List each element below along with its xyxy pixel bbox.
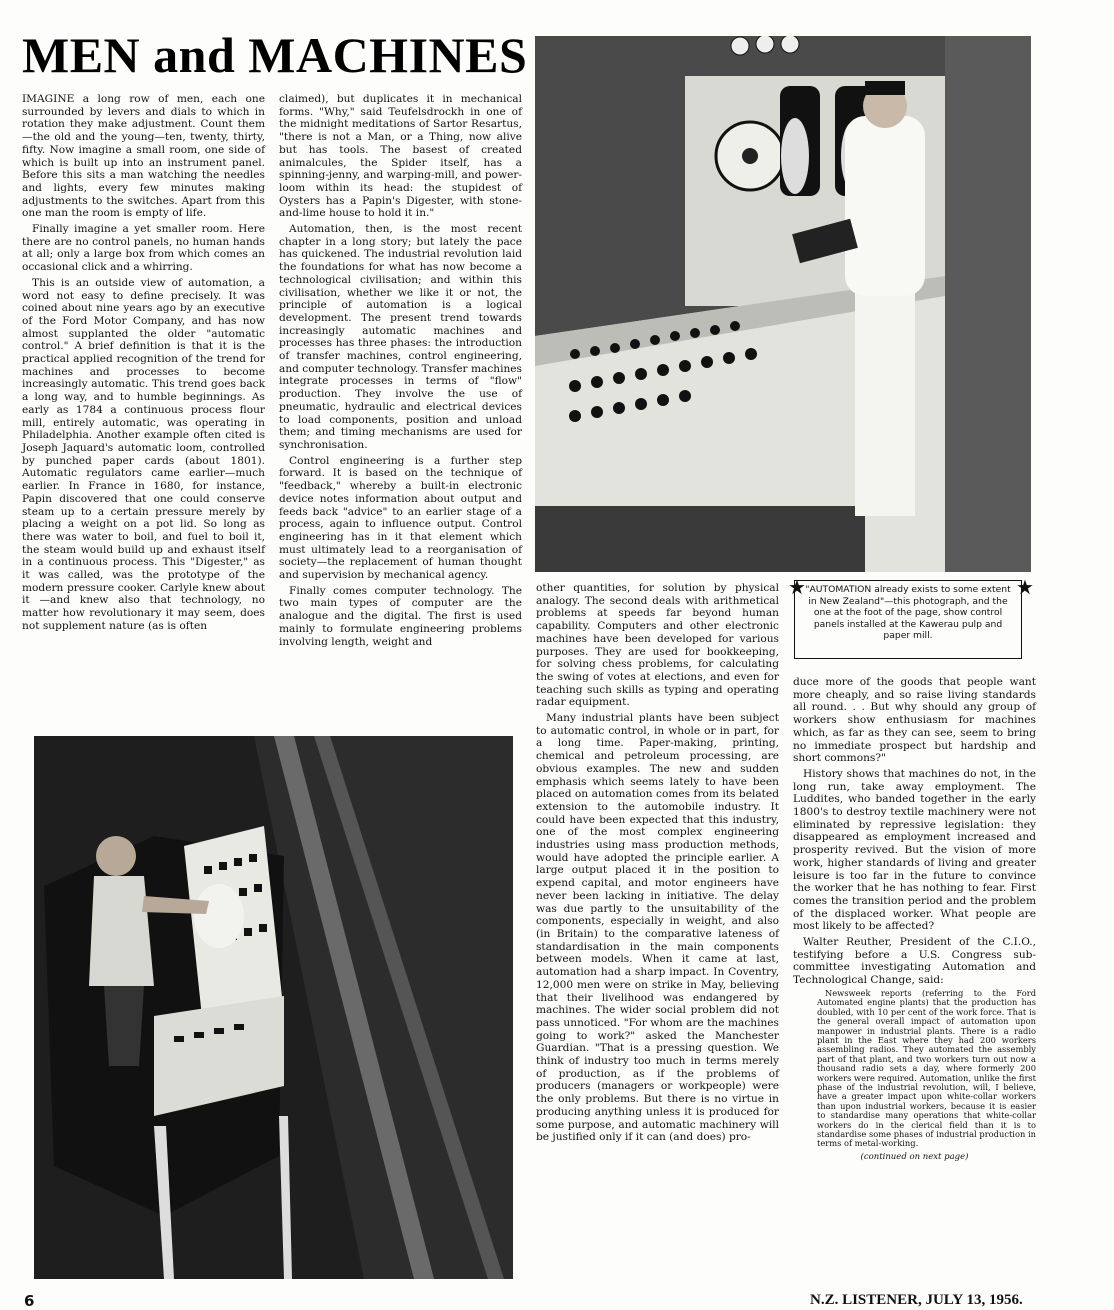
article-column-2 (279, 93, 522, 648)
article-paragraph: Control engineering is a further step forward. It is based on the technique of "feedback," whereby a built-in electronic device notes information about output and feeds back "advice" to an earlier stage of a process, again to influence output. Control engineering has in it that element which must ultimately lead to a reorganisation of society—the replacement of human thought and supervision by mechanical agency. (279, 454, 522, 582)
article-paragraph: History shows that machines do not, in the long run, take away employment. The Luddites, who banded together in the early 1800's to destroy textile machinery were not eliminated by repressive legislation: they disappeared as employment increased and prosperity revived. But the vision of more work, higher standards of living and greater leisure is too far in the future to convince the worker that he has nothing to fear. First comes the transition period and the problem of the displaced worker. What people are most likely to be affected? (793, 767, 1036, 933)
star-icon: ★ (788, 575, 806, 599)
article-paragraph: Walter Reuther, President of the C.I.O., testifying before a U.S. Congress sub-committee investigating Automation and Technological Change, said: (793, 936, 1036, 987)
article-paragraph: Many industrial plants have been subject to automatic control, in whole or in part, for a long time. Paper-making, printing, chemical and petroleum processing, are obvious examples. The new and sudden emphasis which seems lately to have been placed on automation comes from its belated extension to the automobile industry. It could have been expected that this industry, one of the most complex engineering industries using mass production methods, would have adopted the principle earlier. A large output placed it in the position to expend capital, and motor engineers have never been lacking in initiative. The delay was due partly to the unsuitability of the components, especially in weight, and also (in Britain) to the comparative lateness of standardisation in the main components between models. When it came at last, automation had a sharp impact. In Coventry, 12,000 men were on strike in May, believing that their livelihood was endangered by machines. The wider social problem did not pass unnoticed. "For whom are the machines going to work?" asked the Manchester Guardian. "That is a pressing question. We think of industry too much in terms merely of production, as if the problems of producers (managers or workpeople) were the only problems. But there is no virtue in producing anything unless it is produced for some purpose, and automatic machinery will be justified only if it can (and does) pro- (536, 712, 779, 1144)
publication-line: N.Z. LISTENER, JULY 13, 1956. (810, 1292, 1023, 1308)
article-paragraph: This is an outside view of automation, a word not easy to define precisely. It was coined about nine years ago by an executive of the Ford Motor Company, and has now almost supplanted the older "automatic control." A brief definition is that it is the practical applied recognition of the trend for machines and processes to become increasingly automatic. This trend goes back a long way, and to humble beginnings. As early as 1784 a continuous process flour mill, entirely automatic, was operating in Philadelphia. Another example often cited is Joseph Jaquard's automatic loom, controlled by punched paper cards (about 1801). Automatic regulators came earlier—much earlier. In France in 1680, for instance, Papin discovered that one could conserve steam up to a certain pressure merely by placing a weight on a pot lid. So long as there was water to boil, and fuel to boil it, the steam would build up and exhaust itself in a continuous process. This "Digester," as it was called, was the prototype of the modern pressure cooker. Carlyle knew about it —and knew also that technology, no matter how revolutionary it may seem, does not supplement nature (as is often (22, 276, 265, 632)
article-paragraph: other quantities, for solution by physical analogy. The second deals with arithmetical problems at speeds far beyond human capability. Computers and other electronic machines have been developed for various purposes. They are used for bookkeeping, for solving chess problems, for calculating the swing of votes at elections, and even for teaching such skills as typing and operating radar equipment. (536, 582, 779, 709)
continued-note: (continued on next page) (860, 1151, 969, 1162)
article-paragraph: Finally comes computer technology. The two main types of computer are the analogue and the digital. The first is used mainly to formulate engineering problems involving length, weight and (279, 584, 522, 648)
article-paragraph: IMAGINE a long row of men, each one surrounded by levers and dials to which in rotation they make adjustment. Count them—the old and the young—ten, twenty, thirty, fifty. Now imagine a small room, one side of which is built up into an instrument panel. Before this sits a man watching the needles and lights, every few minutes making adjustments to the switches. Apart from this one man the room is empty of life. (22, 93, 265, 220)
photo-caption (794, 580, 1022, 659)
star-icon: ★ (1016, 575, 1034, 599)
control-room-illustration (535, 36, 1031, 572)
article-paragraph: Finally imagine a yet smaller room. Here there are no control panels, no human hands at all; only a large box from which comes an occasional click and a whirring. (22, 223, 265, 274)
page-number: 6 (24, 1292, 35, 1310)
page-title: MEN and MACHINES (22, 27, 528, 83)
article-paragraph: duce more of the goods that people want more cheaply, and so raise living standards all round. . . But why should any group of workers show enthusiasm for machines which, as far as they can see, seem to bring no immediate prospect but hardship and short commons?" (793, 676, 1036, 765)
control-panel-photo-top (535, 36, 1031, 572)
article-column-4 (793, 676, 1036, 1163)
reuther-quote: Newsweek reports (referring to the Ford Automated engine plants) that the production has doubled, with 10 per cent of the work force. That is the general overall impact of automation upon manpower in industrial plants. There is a radio plant in the East where they had 200 workers assembling radios. They automated the assembly part of that plant, and two workers turn out now a thousand radio sets a day, where formerly 200 workers were required. Automation, unlike the first phase of the industrial revolution, will, I believe, have a greater impact upon white-collar workers than upon industrial workers, because it is easier to standardise many operations that white-collar workers do in the clerical field than it is to standardise some phases of industrial production in terms of metal-working. (817, 987, 1036, 1149)
article-column-3 (536, 582, 779, 1144)
article-paragraph: claimed), but duplicates it in mechanical forms. "Why," said Teufelsdrockh in one of the midnight meditations of Sartor Resartus, "there is not a Man, or a Thing, now alive but has tools. The basest of created animalcules, the Spider itself, has a spinning-jenny, and warping-mill, and power-loom within its head: the stupidest of Oysters has a Papin's Digester, with stone-and-lime house to hold it in." (279, 93, 522, 220)
control-desk-illustration (34, 736, 513, 1279)
caption-text: "AUTOMATION already exists to some extent in New Zealand"—this photograph, and the one at the foot of the page, show control panels installed at the Kawerau pulp and paper mill. (805, 584, 1011, 642)
control-panel-photo-bottom (34, 736, 513, 1279)
article-paragraph: Automation, then, is the most recent chapter in a long story; but lately the pace has quickened. The industrial revolution laid the foundations for what has now become a technological civilisation; and within this civilisation, whether we like it or not, the principle of automation is a logical development. The present trend towards increasingly automatic machines and processes has three phases: the introduction of transfer machines, control engineering, and computer technology. Transfer machines integrate processes in terms of "flow" production. They involve the use of pneumatic, hydraulic and electrical devices to load components, position and unload them; and timing mechanisms are used for synchronisation. (279, 223, 522, 451)
article-column-1 (22, 93, 265, 633)
